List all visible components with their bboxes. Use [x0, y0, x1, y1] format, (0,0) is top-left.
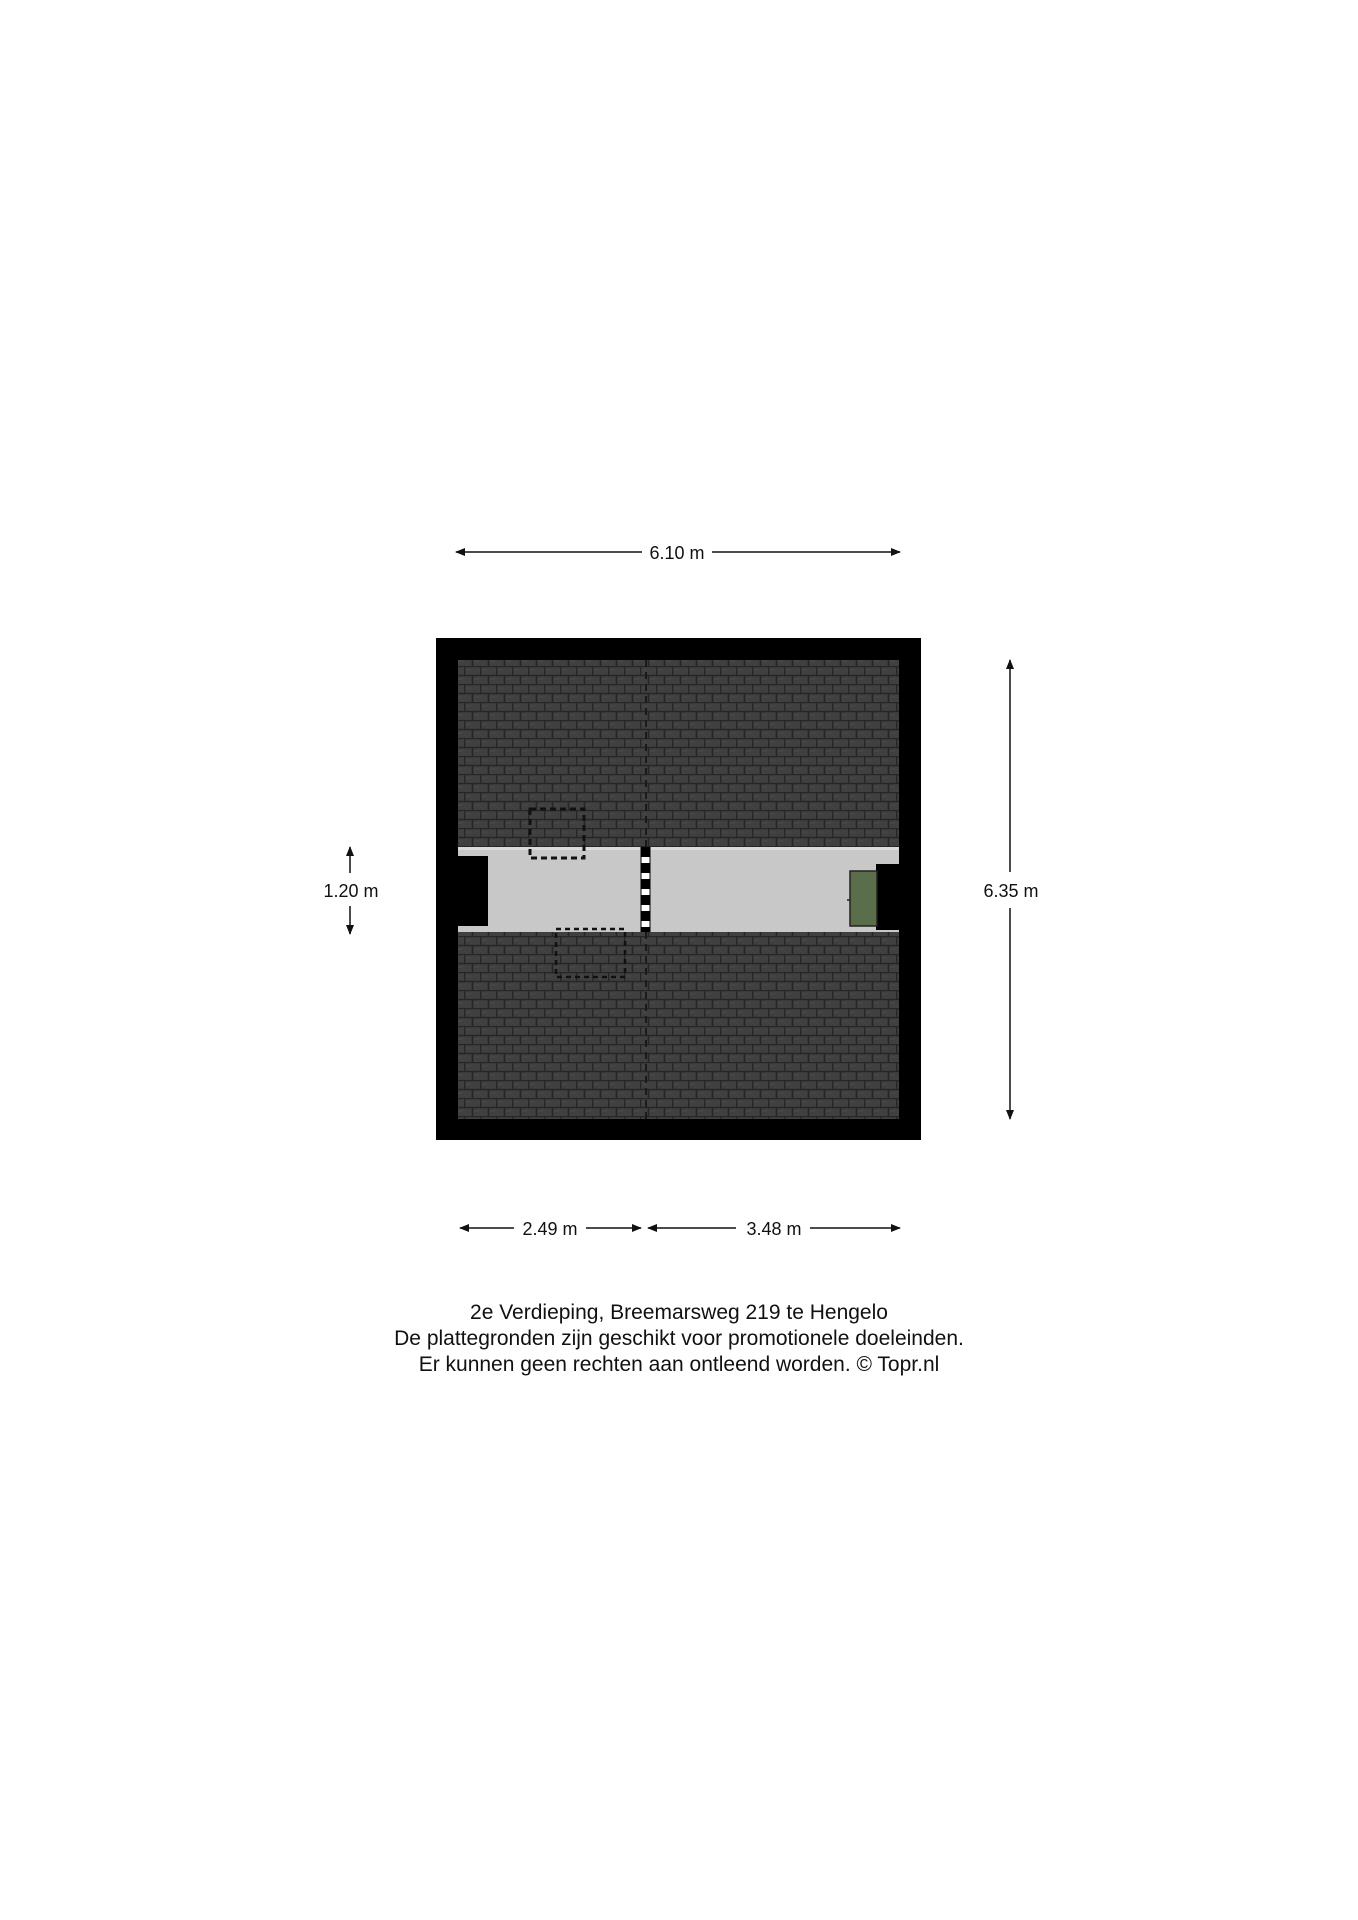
wall-stub-left	[458, 856, 488, 926]
boiler-icon	[847, 871, 877, 926]
caption-disclaimer-1: De plattegronden zijn geschikt voor promotionele doeleinden.	[394, 1327, 964, 1350]
dimension-bottom-left	[460, 1219, 641, 1239]
caption-disclaimer-2: Er kunnen geen rechten aan ontleend worden. © Topr.nl	[418, 1353, 940, 1376]
dimension-bottom-left-label: 2.49 m	[522, 1219, 578, 1239]
dimension-corridor-height	[323, 847, 378, 934]
dimension-bottom-right-label: 3.48 m	[746, 1219, 802, 1239]
corridor-floor	[458, 847, 899, 932]
dimension-right-height	[983, 660, 1038, 1119]
dimension-bottom-right	[648, 1219, 900, 1239]
dimension-corridor-height-label: 1.20 m	[323, 881, 379, 901]
wall-stub-right	[876, 864, 899, 930]
corridor-floor-shade	[458, 847, 899, 850]
dimension-top-width	[456, 543, 900, 563]
caption-title: 2e Verdieping, Breemarsweg 219 te Hengelo	[470, 1301, 888, 1324]
dimension-right-height-label: 6.35 m	[983, 881, 1039, 901]
dimension-top-width-label: 6.10 m	[649, 543, 705, 563]
roof-tiles-lower	[458, 932, 899, 1119]
roof-tiles-upper	[458, 660, 899, 847]
